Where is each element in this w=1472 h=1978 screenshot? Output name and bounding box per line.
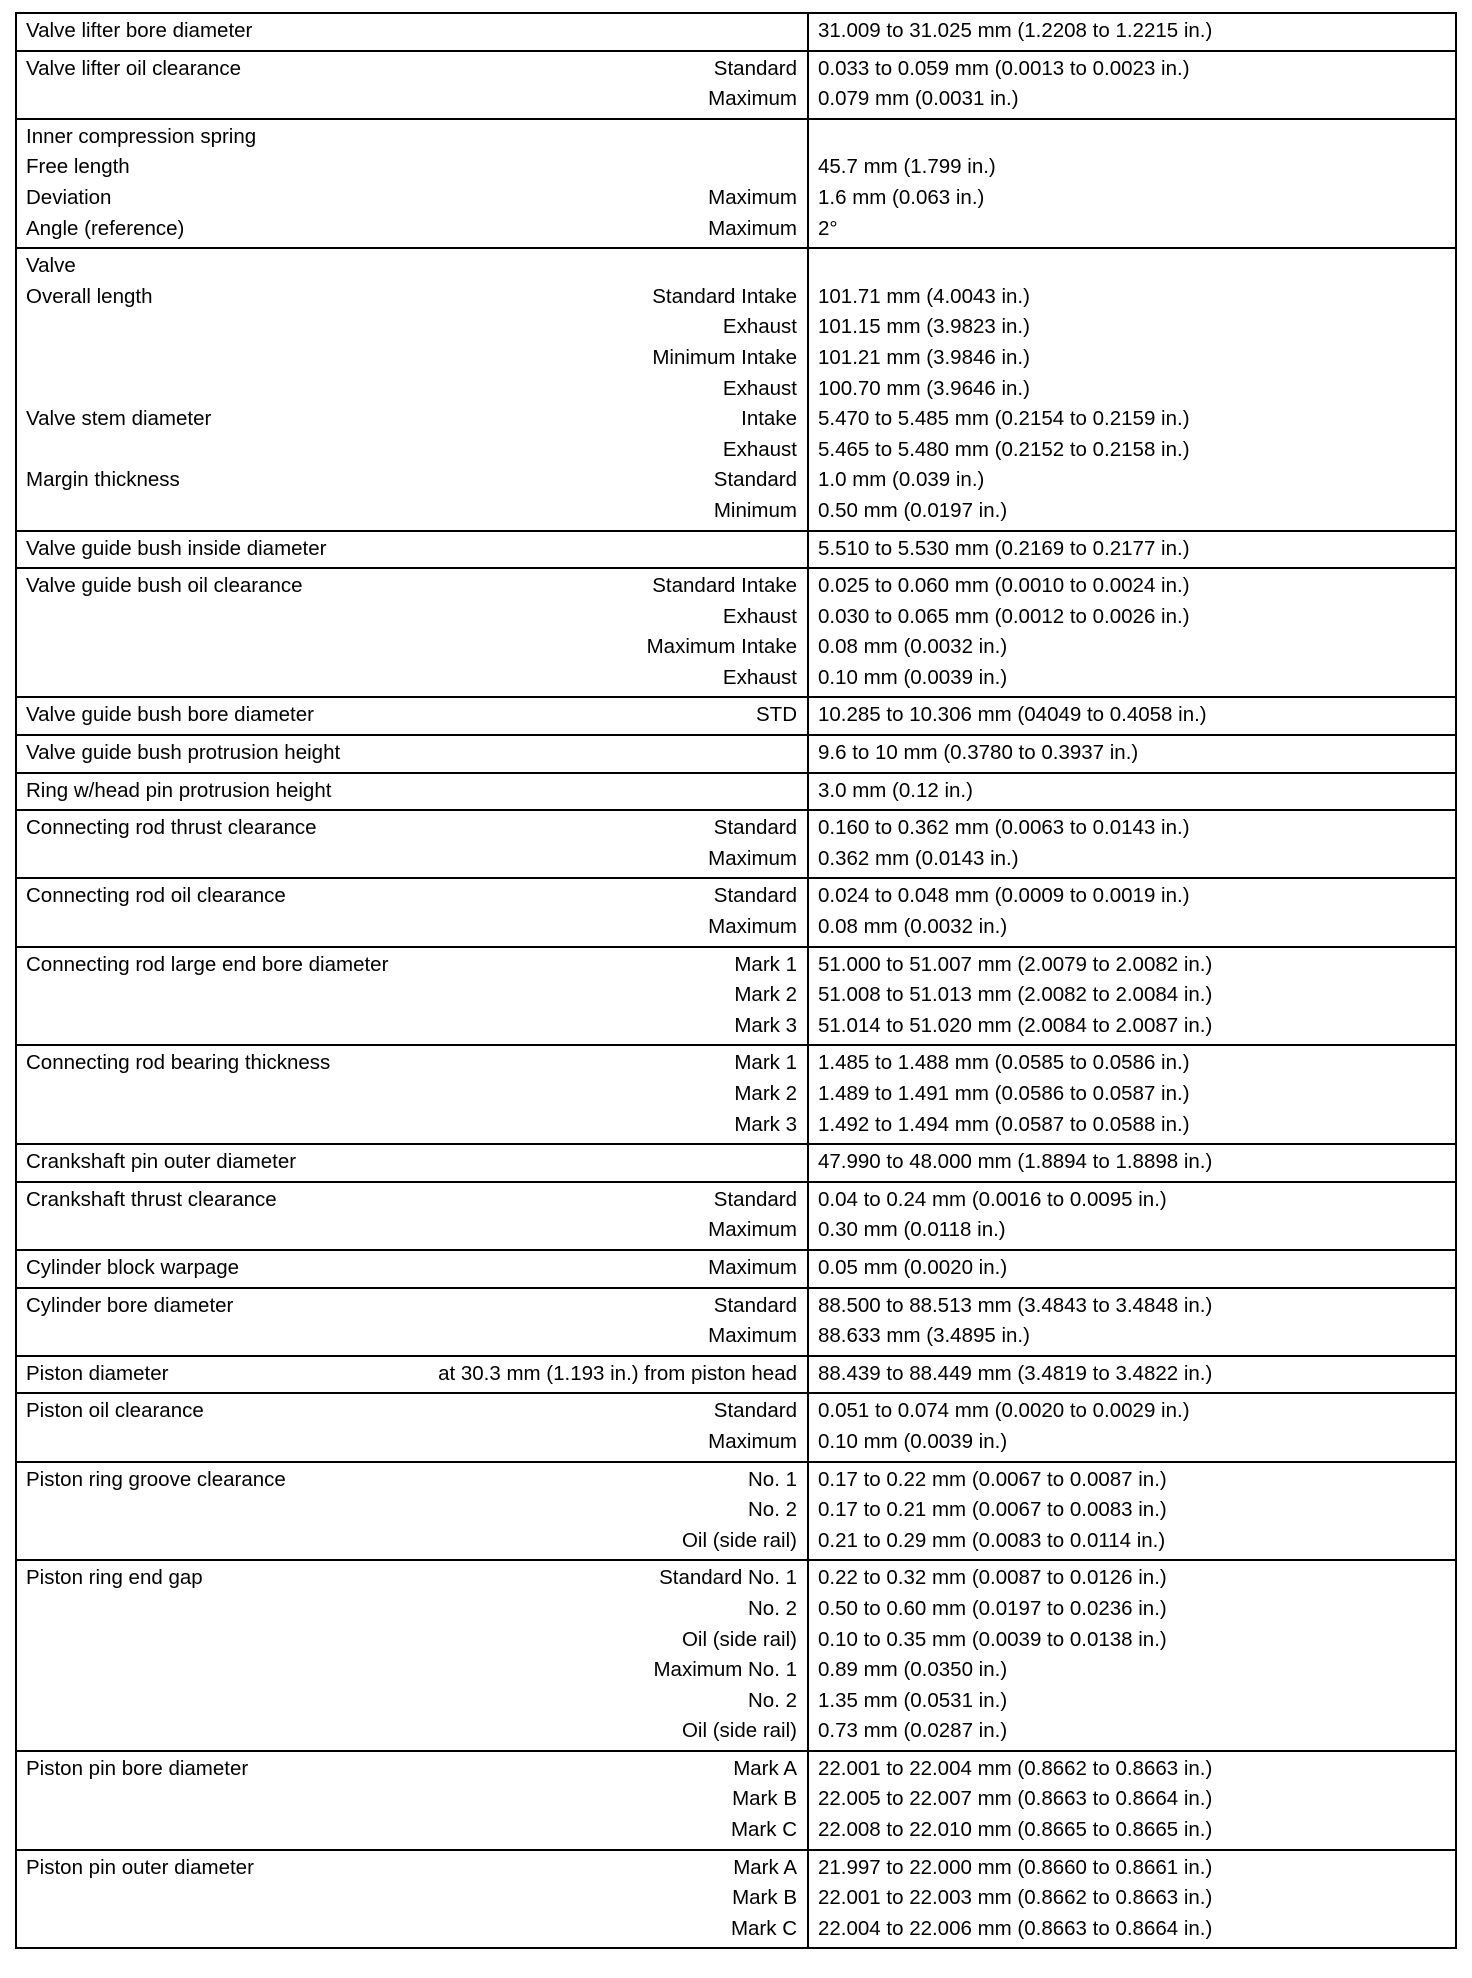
spec-label-cell: [16, 878, 808, 946]
spec-value: 9.6 to 10 mm (0.3780 to 0.3937 in.): [818, 741, 1139, 765]
spec-value: 0.04 to 0.24 mm (0.0016 to 0.0095 in.): [818, 1187, 1167, 1211]
spec-condition: Exhaust: [722, 315, 797, 339]
spec-condition: Maximum No. 1: [653, 1658, 797, 1682]
spec-value: 2°: [818, 216, 838, 240]
spec-value: 100.70 mm (3.9646 in.): [818, 376, 1030, 400]
spec-value: 0.17 to 0.22 mm (0.0067 to 0.0087 in.): [818, 1467, 1167, 1491]
spec-label-line: [26, 1253, 797, 1284]
spec-item-name: Piston ring end gap: [26, 1566, 203, 1590]
table-row: [16, 51, 1456, 119]
spec-value-cell: [808, 1182, 1456, 1250]
spec-item-name: Margin thickness: [26, 468, 180, 492]
spec-value: 0.30 mm (0.0118 in.): [818, 1218, 1006, 1242]
spec-condition: Mark B: [732, 1787, 797, 1811]
spec-label-line: [26, 152, 797, 183]
spec-item-name: Crankshaft pin outer diameter: [26, 1150, 297, 1174]
spec-value-cell: [808, 13, 1456, 51]
spec-value-cell: [808, 735, 1456, 773]
spec-label-line: [26, 1110, 797, 1141]
spec-value: 1.485 to 1.488 mm (0.0585 to 0.0586 in.): [818, 1051, 1190, 1075]
spec-condition: No. 1: [748, 1467, 797, 1491]
spec-value: 5.465 to 5.480 mm (0.2152 to 0.2158 in.): [818, 437, 1190, 461]
spec-item-name: Valve guide bush bore diameter: [26, 703, 314, 727]
spec-label-line: [26, 1011, 797, 1042]
spec-label-line: [26, 251, 797, 282]
spec-label-cell: [16, 51, 808, 119]
table-row: [16, 1560, 1456, 1751]
spec-value: 22.005 to 22.007 mm (0.8663 to 0.8664 in.): [818, 1787, 1213, 1811]
spec-condition: Mark 1: [734, 952, 797, 976]
spec-condition: STD: [756, 703, 797, 727]
spec-value: 0.051 to 0.074 mm (0.0020 to 0.0029 in.): [818, 1399, 1190, 1423]
spec-item-name: Free length: [26, 155, 130, 179]
spec-value: 1.35 mm (0.0531 in.): [818, 1688, 1008, 1712]
spec-value: 0.10 mm (0.0039 in.): [818, 665, 1008, 689]
spec-value: 22.001 to 22.004 mm (0.8662 to 0.8663 in.): [818, 1756, 1213, 1780]
spec-value: 0.079 mm (0.0031 in.): [818, 87, 1019, 111]
spec-condition: Maximum: [708, 1218, 797, 1242]
spec-item-name: Piston oil clearance: [26, 1399, 204, 1423]
spec-item-name: Valve stem diameter: [26, 407, 212, 431]
spec-label-line: [26, 738, 797, 769]
spec-condition: at 30.3 mm (1.193 in.) from piston head: [438, 1361, 797, 1385]
spec-label-line: [26, 912, 797, 943]
table-row: [16, 1850, 1456, 1949]
spec-condition: Exhaust: [722, 376, 797, 400]
spec-condition: Oil (side rail): [681, 1528, 797, 1552]
spec-condition: Standard: [713, 1293, 797, 1317]
spec-label-cell: [16, 697, 808, 735]
spec-value: 101.15 mm (3.9823 in.): [818, 315, 1030, 339]
spec-item-name: Valve: [26, 254, 76, 278]
spec-item-name: Piston pin outer diameter: [26, 1855, 254, 1879]
spec-value: 0.21 to 0.29 mm (0.0083 to 0.0114 in.): [818, 1528, 1166, 1552]
spec-condition: Mark 3: [734, 1112, 797, 1136]
spec-condition: Maximum: [708, 1429, 797, 1453]
spec-condition: Standard No. 1: [659, 1566, 797, 1590]
spec-value-cell: [808, 1250, 1456, 1288]
spec-value-cell: [808, 1560, 1456, 1751]
spec-value: 0.10 to 0.35 mm (0.0039 to 0.0138 in.): [818, 1627, 1167, 1651]
spec-value: 0.73 mm (0.0287 in.): [818, 1719, 1008, 1743]
spec-label-line: [26, 632, 797, 663]
spec-condition: No. 2: [748, 1498, 797, 1522]
spec-value: 51.000 to 51.007 mm (2.0079 to 2.0082 in.): [818, 952, 1213, 976]
spec-label-line: [26, 214, 797, 245]
spec-value: 0.030 to 0.065 mm (0.0012 to 0.0026 in.): [818, 604, 1190, 628]
spec-value: 22.001 to 22.003 mm (0.8662 to 0.8663 in.): [818, 1886, 1213, 1910]
spec-label-line: [26, 1914, 797, 1945]
spec-value: 10.285 to 10.306 mm (04049 to 0.4058 in.): [818, 703, 1207, 727]
spec-value: 0.024 to 0.048 mm (0.0009 to 0.0019 in.): [818, 884, 1190, 908]
spec-value-cell: [808, 810, 1456, 878]
spec-item-name: Overall length: [26, 284, 153, 308]
spec-label-line: [26, 1594, 797, 1625]
spec-value: 0.362 mm (0.0143 in.): [818, 846, 1019, 870]
spec-value: 1.492 to 1.494 mm (0.0587 to 0.0588 in.): [818, 1112, 1190, 1136]
spec-label-line: [26, 16, 797, 47]
spec-label-line: [26, 1185, 797, 1216]
table-row: [16, 735, 1456, 773]
spec-value: 3.0 mm (0.12 in.): [818, 778, 973, 802]
spec-condition: Mark 1: [734, 1051, 797, 1075]
table-row: [16, 568, 1456, 697]
spec-label-line: [26, 1853, 797, 1884]
spec-label-line: [26, 1465, 797, 1496]
spec-condition: Mark A: [733, 1756, 797, 1780]
table-row: [16, 1045, 1456, 1144]
spec-value: 0.10 mm (0.0039 in.): [818, 1429, 1008, 1453]
spec-label-line: [26, 282, 797, 313]
spec-label-line: [26, 1625, 797, 1656]
spec-label-line: [26, 1321, 797, 1352]
spec-value: 1.489 to 1.491 mm (0.0586 to 0.0587 in.): [818, 1082, 1190, 1105]
spec-condition: Maximum: [708, 1255, 797, 1279]
spec-condition: Maximum: [708, 87, 797, 111]
spec-value-cell: [808, 697, 1456, 735]
spec-item-name: Valve guide bush inside diameter: [26, 536, 327, 560]
spec-item-name: Connecting rod thrust clearance: [26, 816, 317, 840]
spec-label-line: [26, 1883, 797, 1914]
spec-condition: Intake: [741, 407, 797, 431]
spec-value-cell: [808, 531, 1456, 569]
spec-condition: Exhaust: [722, 665, 797, 689]
spec-value: 45.7 mm (1.799 in.): [818, 155, 996, 179]
table-row: [16, 1356, 1456, 1394]
spec-value: 22.004 to 22.006 mm (0.8663 to 0.8664 in.): [818, 1916, 1213, 1940]
table-row: [16, 1250, 1456, 1288]
spec-item-name: Piston diameter: [26, 1361, 169, 1385]
spec-condition: Maximum: [708, 846, 797, 870]
spec-label-cell: [16, 248, 808, 530]
spec-value: 1.0 mm (0.039 in.): [818, 468, 985, 492]
spec-label-cell: [16, 1288, 808, 1356]
spec-value: 1.6 mm (0.063 in.): [818, 185, 985, 209]
spec-label-line: [26, 1784, 797, 1815]
table-row: [16, 697, 1456, 735]
spec-item-name: Valve lifter oil clearance: [26, 56, 241, 80]
spec-label-line: [26, 1655, 797, 1686]
spec-item-name: Cylinder block warpage: [26, 1255, 240, 1279]
spec-label-line: [26, 950, 797, 981]
spec-value: 0.05 mm (0.0020 in.): [818, 1255, 1008, 1279]
spec-value: 0.89 mm (0.0350 in.): [818, 1658, 1008, 1682]
spec-value-cell: [808, 1144, 1456, 1182]
table-row: [16, 773, 1456, 811]
spec-label-line: [26, 534, 797, 565]
table-row: [16, 13, 1456, 51]
spec-condition: Standard: [713, 468, 797, 492]
spec-label-cell: [16, 735, 808, 773]
spec-label-line: [26, 1716, 797, 1747]
spec-label-line: [26, 343, 797, 374]
spec-label-cell: [16, 1356, 808, 1394]
spec-label-cell: [16, 13, 808, 51]
table-row: [16, 119, 1456, 248]
table-row: [16, 810, 1456, 878]
spec-item-name: Piston ring groove clearance: [26, 1467, 286, 1491]
spec-item-name: Inner compression spring: [26, 124, 257, 148]
spec-item-name: Connecting rod bearing thickness: [26, 1051, 331, 1075]
spec-label-line: [26, 404, 797, 435]
spec-item-name: Valve guide bush protrusion height: [26, 741, 341, 765]
spec-label-line: [26, 1495, 797, 1526]
spec-label-line: [26, 571, 797, 602]
spec-label-line: [26, 1815, 797, 1846]
spec-label-line: [26, 435, 797, 466]
spec-label-line: [26, 122, 797, 153]
spec-label-line: [26, 1396, 797, 1427]
table-row: [16, 1288, 1456, 1356]
spec-value: 88.633 mm (3.4895 in.): [818, 1324, 1030, 1348]
spec-condition: Maximum: [708, 185, 797, 209]
spec-value: 51.014 to 51.020 mm (2.0084 to 2.0087 in.): [818, 1013, 1213, 1037]
spec-label-cell: [16, 810, 808, 878]
spec-value-cell: [808, 1751, 1456, 1850]
spec-value: 0.033 to 0.059 mm (0.0013 to 0.0023 in.): [818, 56, 1190, 80]
spec-condition: Standard: [713, 56, 797, 80]
spec-label-cell: [16, 1144, 808, 1182]
spec-label-cell: [16, 773, 808, 811]
spec-value: 21.997 to 22.000 mm (0.8660 to 0.8661 in.): [818, 1855, 1213, 1879]
spec-label-line: [26, 54, 797, 85]
spec-label-line: [26, 1427, 797, 1458]
spec-label-line: [26, 700, 797, 731]
spec-condition: Mark C: [730, 1916, 797, 1940]
table-row: [16, 1462, 1456, 1561]
spec-condition: Mark 2: [734, 1082, 797, 1105]
spec-label-line: [26, 602, 797, 633]
spec-condition: Mark B: [732, 1886, 797, 1910]
spec-label-cell: [16, 1250, 808, 1288]
spec-value: 101.71 mm (4.0043 in.): [818, 284, 1030, 308]
spec-condition: Maximum: [708, 216, 797, 240]
spec-label-line: [26, 496, 797, 527]
spec-value: 0.025 to 0.060 mm (0.0010 to 0.0024 in.): [818, 574, 1190, 598]
spec-label-cell: [16, 531, 808, 569]
spec-value: 5.470 to 5.485 mm (0.2154 to 0.2159 in.): [818, 407, 1190, 431]
spec-label-line: [26, 1147, 797, 1178]
spec-label-line: [26, 465, 797, 496]
spec-item-name: Valve lifter bore diameter: [26, 19, 253, 42]
spec-condition: Minimum Intake: [652, 345, 797, 369]
spec-value-cell: [808, 773, 1456, 811]
spec-condition: Mark C: [730, 1818, 797, 1842]
spec-value: 22.008 to 22.010 mm (0.8665 to 0.8665 in.): [818, 1818, 1213, 1842]
spec-item-name: Ring w/head pin protrusion height: [26, 778, 332, 802]
spec-value: 51.008 to 51.013 mm (2.0082 to 2.0084 in.): [818, 983, 1213, 1007]
table-row: [16, 878, 1456, 946]
table-row: [16, 1751, 1456, 1850]
spec-condition: Exhaust: [722, 437, 797, 461]
spec-item-name: Piston pin bore diameter: [26, 1756, 249, 1780]
spec-label-cell: [16, 1393, 808, 1461]
spec-value: 0.160 to 0.362 mm (0.0063 to 0.0143 in.): [818, 816, 1190, 840]
spec-value-cell: [808, 1045, 1456, 1144]
spec-value-cell: [808, 1356, 1456, 1394]
spec-label-line: [26, 844, 797, 875]
spec-condition: Exhaust: [722, 604, 797, 628]
spec-condition: Standard: [713, 1187, 797, 1211]
table-row: [16, 1182, 1456, 1250]
spec-value: 88.500 to 88.513 mm (3.4843 to 3.4848 in.): [818, 1293, 1213, 1317]
spec-item-name: Deviation: [26, 185, 112, 209]
spec-item-name: Connecting rod large end bore diameter: [26, 952, 389, 976]
spec-condition: Standard: [713, 1399, 797, 1423]
spec-condition: Maximum: [708, 1324, 797, 1348]
spec-condition: Standard Intake: [652, 574, 797, 598]
spec-value: [818, 122, 1445, 153]
spec-label-line: [26, 1686, 797, 1717]
spec-condition: No. 2: [748, 1688, 797, 1712]
spec-condition: Minimum: [713, 498, 797, 522]
spec-label-line: [26, 374, 797, 405]
spec-condition: Standard Intake: [652, 284, 797, 308]
spec-label-line: [26, 84, 797, 115]
spec-label-cell: [16, 119, 808, 248]
spec-condition: Oil (side rail): [681, 1627, 797, 1651]
spec-value: 0.50 to 0.60 mm (0.0197 to 0.0236 in.): [818, 1596, 1167, 1620]
spec-value-cell: [808, 1393, 1456, 1461]
spec-condition: No. 2: [748, 1596, 797, 1620]
spec-item-name: Valve guide bush oil clearance: [26, 574, 303, 598]
table-row: [16, 1144, 1456, 1182]
spec-value: 0.08 mm (0.0032 in.): [818, 915, 1008, 939]
spec-value-cell: [808, 1850, 1456, 1949]
spec-label-line: [26, 1291, 797, 1322]
spec-value: 101.21 mm (3.9846 in.): [818, 345, 1030, 369]
spec-value: 88.439 to 88.449 mm (3.4819 to 3.4822 in.): [818, 1361, 1213, 1385]
spec-label-line: [26, 813, 797, 844]
spec-item-name: Angle (reference): [26, 216, 185, 240]
spec-value-cell: [808, 1462, 1456, 1561]
table-row: [16, 248, 1456, 530]
spec-label-line: [26, 1754, 797, 1785]
spec-label-cell: [16, 1560, 808, 1751]
spec-label-cell: [16, 1850, 808, 1949]
spec-condition: Oil (side rail): [681, 1719, 797, 1743]
spec-value-cell: [808, 878, 1456, 946]
table-row: [16, 947, 1456, 1046]
spec-label-cell: [16, 1751, 808, 1850]
spec-label-line: [26, 1215, 797, 1246]
spec-label-cell: [16, 568, 808, 697]
spec-value-cell: [808, 568, 1456, 697]
spec-value-cell: [808, 1288, 1456, 1356]
spec-value: 0.50 mm (0.0197 in.): [818, 498, 1008, 522]
spec-condition: Mark 3: [734, 1013, 797, 1037]
spec-table-body: [16, 13, 1456, 1948]
spec-value-cell: [808, 947, 1456, 1046]
spec-label-cell: [16, 1182, 808, 1250]
spec-value: 0.08 mm (0.0032 in.): [818, 635, 1008, 659]
spec-label-line: [26, 1079, 797, 1110]
spec-label-cell: [16, 947, 808, 1046]
spec-label-line: [26, 312, 797, 343]
spec-label-cell: [16, 1045, 808, 1144]
spec-label-line: [26, 1359, 797, 1390]
spec-label-line: [26, 1526, 797, 1557]
spec-label-line: [26, 1048, 797, 1079]
spec-condition: Maximum: [708, 915, 797, 939]
spec-condition: Standard: [713, 884, 797, 908]
spec-label-cell: [16, 1462, 808, 1561]
spec-value: 5.510 to 5.530 mm (0.2169 to 0.2177 in.): [818, 536, 1190, 560]
spec-value: 31.009 to 31.025 mm (1.2208 to 1.2215 in.): [818, 19, 1213, 42]
spec-condition: Mark 2: [734, 983, 797, 1007]
spec-condition: Mark A: [733, 1855, 797, 1879]
spec-item-name: Cylinder bore diameter: [26, 1293, 234, 1317]
spec-value-cell: [808, 119, 1456, 248]
spec-label-line: [26, 776, 797, 807]
spec-label-line: [26, 1563, 797, 1594]
spec-value: 0.17 to 0.21 mm (0.0067 to 0.0083 in.): [818, 1498, 1167, 1522]
table-row: [16, 1393, 1456, 1461]
spec-value: 0.22 to 0.32 mm (0.0087 to 0.0126 in.): [818, 1566, 1167, 1590]
spec-condition: Standard: [713, 816, 797, 840]
spec-item-name: Crankshaft thrust clearance: [26, 1187, 277, 1211]
table-row: [16, 531, 1456, 569]
spec-label-line: [26, 881, 797, 912]
spec-condition: Maximum Intake: [646, 635, 797, 659]
spec-value: [818, 251, 1445, 282]
spec-label-line: [26, 663, 797, 694]
spec-item-name: Connecting rod oil clearance: [26, 884, 286, 908]
spec-table: [15, 12, 1457, 1949]
spec-value-cell: [808, 248, 1456, 530]
spec-label-line: [26, 980, 797, 1011]
spec-value: 47.990 to 48.000 mm (1.8894 to 1.8898 in.): [818, 1150, 1213, 1174]
spec-label-line: [26, 183, 797, 214]
spec-value-cell: [808, 51, 1456, 119]
